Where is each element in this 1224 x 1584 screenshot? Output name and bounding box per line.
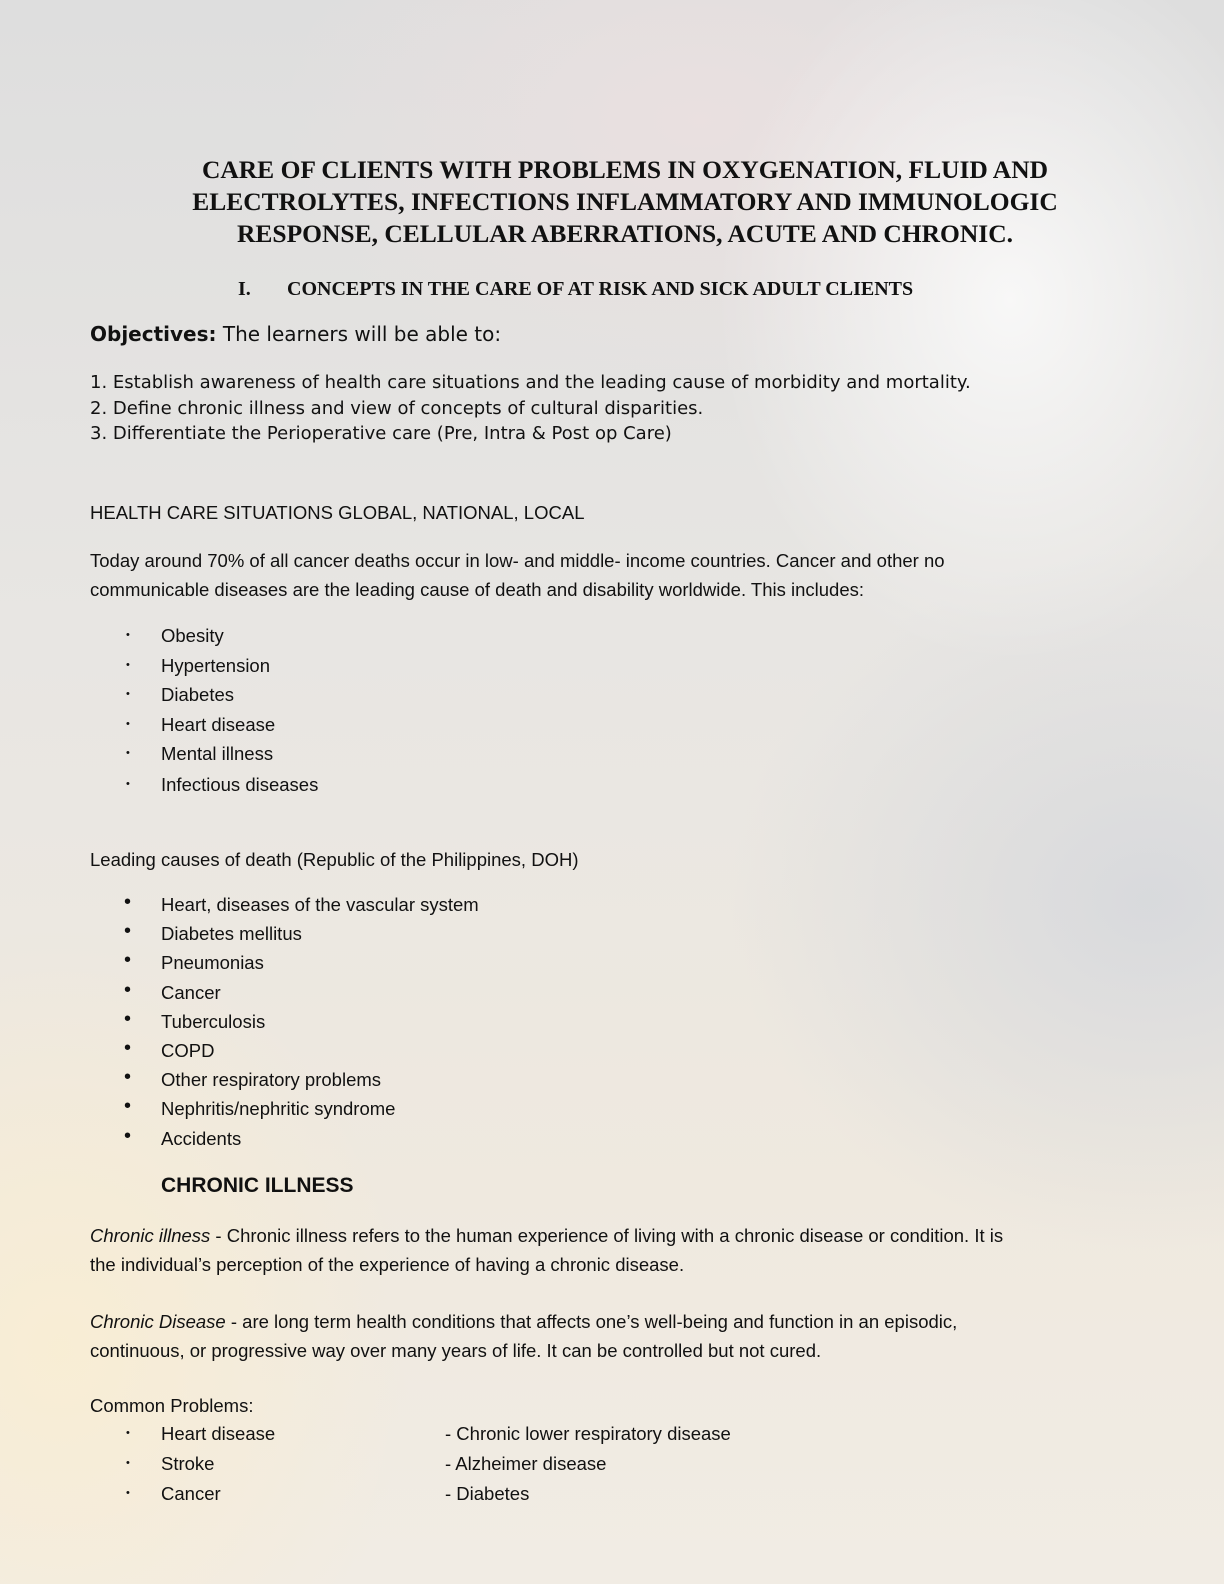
bullet-icon: • (124, 1036, 132, 1059)
bullet-icon: • (124, 978, 132, 1001)
objective-item: 1. Establish awareness of health care situations and the leading cause of morbidity and mortality. (90, 372, 971, 393)
bullet-icon: • (126, 1487, 130, 1499)
list-item: • Hypertension (126, 654, 271, 676)
section-number: I. (238, 278, 251, 300)
list-item: • Diabetes (126, 684, 235, 705)
list-item: • Obesity (126, 625, 224, 646)
bullet-icon: • (126, 717, 130, 730)
objective-item: 3. Differentiate the Perioperative care (Pre, Intra & Post op Care) (90, 423, 672, 444)
bullet-icon: • (124, 1066, 132, 1089)
section-title: CONCEPTS IN THE CARE OF AT RISK AND SICK ADULT CLIENTS (287, 278, 914, 300)
bullet-icon: • (126, 688, 130, 700)
bullet-icon: • (126, 629, 130, 641)
paragraph-line: Today around 70% of all cancer deaths occur in low- and middle- income countries. Cancer and other no (90, 550, 945, 571)
chronic-illness-definition (90, 1221, 1003, 1279)
list-item: • Pneumonias (124, 949, 264, 974)
health-care-paragraph (90, 546, 945, 604)
title-line: RESPONSE, CELLULAR ABERRATIONS, ACUTE AND CHRONIC. (236, 219, 1013, 248)
list-item: • Heart disease (126, 713, 276, 735)
health-care-heading: HEALTH CARE SITUATIONS GLOBAL, NATIONAL, LOCAL (90, 502, 585, 523)
leading-causes-heading: Leading causes of death (Republic of the Philippines, DOH) (90, 849, 579, 870)
title-line: CARE OF CLIENTS WITH PROBLEMS IN OXYGENATION, FLUID AND (201, 155, 1049, 184)
list-item: • Infectious diseases (126, 774, 319, 795)
section-heading (238, 278, 913, 301)
common-problems-label: Common Problems: (90, 1395, 254, 1416)
bullet-icon: • (124, 949, 132, 972)
objectives-text: The learners will be able to: (222, 322, 502, 346)
objectives-intro (90, 322, 501, 346)
list-item: • Diabetes mellitus (124, 920, 302, 945)
objectives-list (90, 370, 971, 447)
term: Chronic Disease (90, 1311, 226, 1332)
paragraph-line: Chronic Disease - are long term health conditions that affects one’s well-being and function in an episodic, (90, 1311, 958, 1332)
title-line: ELECTROLYTES, INFECTIONS INFLAMMATORY AND IMMUNOLOGIC (192, 187, 1058, 216)
paragraph-line: Chronic illness - Chronic illness refers to the human experience of living with a chronic disease or condition. It is (90, 1225, 1004, 1246)
chronic-disease-definition (90, 1307, 957, 1365)
bullet-icon: • (126, 1427, 130, 1439)
list-item: • Accidents (124, 1124, 242, 1149)
paragraph-line: continuous, or progressive way over many years of life. It can be controlled but not cured. (90, 1340, 822, 1361)
paragraph-line: the individual’s perception of the experience of having a chronic disease. (90, 1254, 685, 1275)
leading-causes-list (90, 891, 479, 1157)
bullet-icon: • (124, 891, 132, 913)
list-item: • Tuberculosis (124, 1007, 266, 1032)
list-item: • Mental illness (126, 743, 274, 764)
bullet-icon: • (124, 920, 132, 943)
bullet-icon: • (126, 778, 130, 790)
objective-item: 2. Define chronic illness and view of concepts of cultural disparities. (90, 397, 704, 419)
list-item: • COPD (124, 1036, 215, 1061)
list-item: • Cancer (124, 978, 221, 1003)
bullet-icon: • (124, 1095, 132, 1118)
health-conditions-list (90, 625, 318, 804)
list-item: • Nephritis/nephritic syndrome (124, 1095, 396, 1120)
chronic-illness-heading: CHRONIC ILLNESS (161, 1174, 354, 1197)
bullet-icon: • (124, 1124, 132, 1147)
bullet-icon: • (126, 658, 130, 671)
paragraph-line: communicable diseases are the leading cause of death and disability worldwide. This includes: (90, 579, 865, 600)
list-item: • Other respiratory problems (124, 1066, 382, 1091)
list-item: • Heart, diseases of the vascular system (124, 891, 479, 915)
bullet-icon: • (126, 747, 130, 759)
term: Chronic illness (90, 1225, 211, 1246)
bullet-icon: • (126, 1457, 130, 1469)
bullet-icon: • (124, 1007, 132, 1030)
document-title (130, 154, 1120, 250)
objectives-label: Objectives: (90, 322, 217, 346)
